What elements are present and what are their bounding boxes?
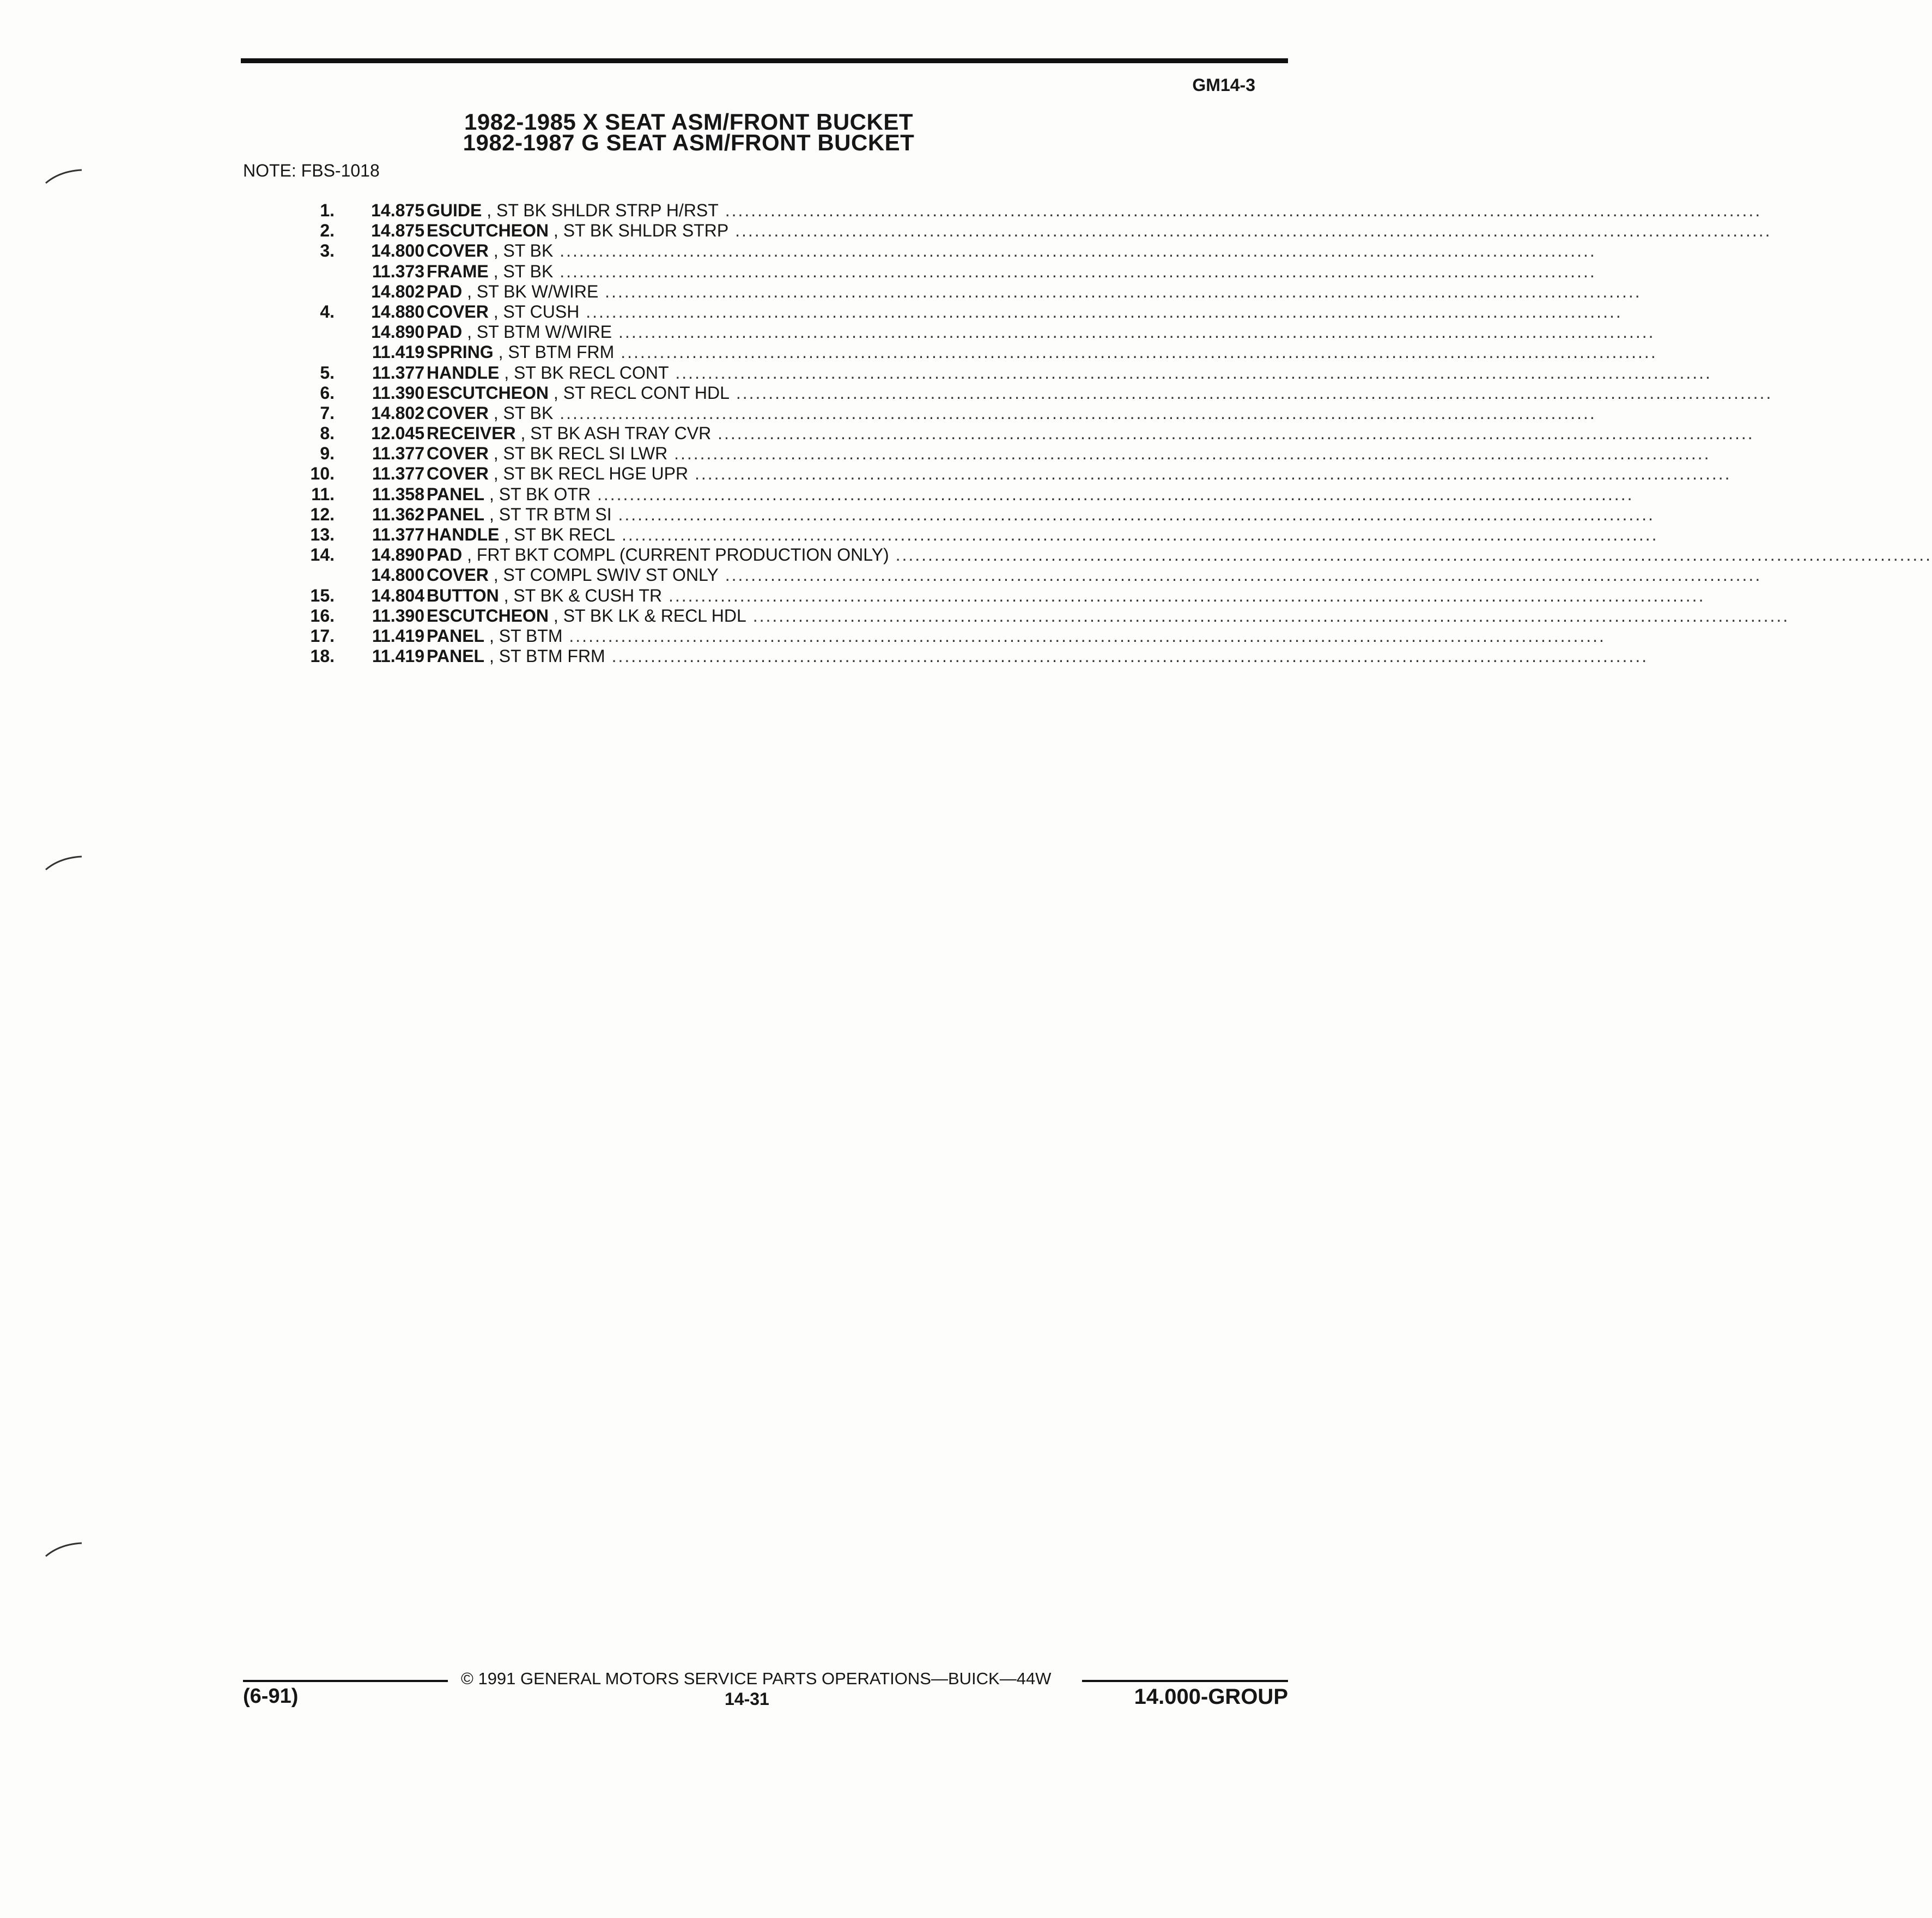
part-qualifier: , ST BK SHLDR STRP: [549, 221, 729, 241]
part-name: PAD: [427, 545, 463, 565]
group-code: 14.800: [371, 241, 424, 261]
part-name: COVER: [427, 565, 489, 585]
item-number: 16.: [310, 605, 335, 626]
item-number: 1.: [320, 201, 335, 220]
part-description: [427, 565, 1762, 585]
part-name: PAD: [427, 281, 463, 301]
part-qualifier: , ST BTM FRM: [484, 646, 605, 666]
part-description: [427, 545, 1932, 565]
parts-row: [294, 261, 1596, 282]
page-number: 14-31: [725, 1689, 769, 1709]
part-description: [427, 241, 1596, 261]
part-qualifier: , ST BK RECL: [499, 525, 616, 544]
parts-row: [294, 423, 1754, 444]
dot-leader: ................................................................................................................................................................: [711, 423, 1754, 444]
dot-leader: ................................................................................................................................................................: [728, 221, 1772, 241]
parts-list: [294, 201, 1932, 666]
item-number: 11.: [311, 484, 335, 504]
part-description: [427, 585, 1705, 606]
part-name: ESCUTCHEON: [427, 383, 549, 403]
part-qualifier: , ST BK: [488, 403, 554, 423]
part-qualifier: , ST BTM W/WIRE: [462, 322, 612, 342]
part-qualifier: , ST BK LK & RECL HDL: [549, 605, 746, 626]
item-number: 8.: [320, 423, 335, 444]
dot-leader: ................................................................................................................................................................: [579, 301, 1623, 321]
part-description: [427, 525, 1658, 545]
part-description: [427, 423, 1754, 444]
part-name: COVER: [427, 301, 489, 321]
group-code: 14.802: [371, 403, 424, 423]
parts-row: [294, 342, 1657, 362]
part-description: [427, 322, 1655, 342]
part-qualifier: , ST BK: [488, 241, 554, 261]
dot-leader: ................................................................................................................................................................: [591, 484, 1634, 504]
item-number: 7.: [320, 403, 335, 423]
parts-row: [294, 383, 1773, 403]
part-description: [427, 261, 1596, 282]
part-qualifier: , ST BK RECL CONT: [499, 362, 669, 383]
part-qualifier: , ST BK RECL HGE UPR: [488, 464, 689, 484]
dot-leader: ................................................................................................................................................................: [718, 565, 1762, 585]
group-code: 11.377: [372, 444, 424, 464]
part-description: [427, 383, 1773, 403]
parts-row: [294, 585, 1705, 606]
parts-row: [294, 201, 1762, 221]
footer-rule-right: [1082, 1680, 1288, 1682]
parts-row: [294, 646, 1649, 666]
group-code: 11.390: [372, 605, 424, 626]
copyright: © 1991 GENERAL MOTORS SERVICE PARTS OPERATIONS—BUICK—44W: [461, 1669, 1052, 1688]
part-description: [427, 444, 1711, 464]
binder-hole-mark-top: [44, 163, 87, 185]
group-code: 11.390: [372, 383, 424, 403]
dot-leader: ................................................................................................................................................................: [746, 605, 1790, 626]
parts-row: [294, 565, 1762, 585]
parts-row: [294, 464, 1731, 484]
dot-leader: ................................................................................................................................................................: [611, 504, 1655, 524]
group-code: 11.358: [372, 484, 424, 504]
part-name: ESCUTCHEON: [427, 221, 549, 241]
group-code: 11.373: [372, 261, 424, 281]
dot-leader: ................................................................................................................................................................: [598, 281, 1642, 301]
dot-leader: ................................................................................................................................................................: [553, 241, 1596, 261]
parts-row: [294, 484, 1634, 505]
group-label: 14.000-GROUP: [1134, 1685, 1288, 1709]
group-code: 11.419: [372, 646, 424, 666]
part-name: RECEIVER: [427, 423, 516, 444]
part-name: PANEL: [427, 504, 485, 524]
item-number: 13.: [310, 525, 335, 544]
part-description: [427, 221, 1772, 241]
part-qualifier: , ST BK W/WIRE: [462, 281, 599, 301]
part-name: GUIDE: [427, 201, 482, 220]
part-qualifier: , ST BK SHLDR STRP H/RST: [482, 201, 719, 220]
dot-leader: ................................................................................................................................................................: [729, 383, 1773, 403]
group-code: 14.800: [371, 565, 424, 585]
part-qualifier: , ST BK & CUSH TR: [499, 585, 663, 605]
parts-row: [294, 504, 1655, 525]
part-qualifier: , ST BTM: [484, 626, 563, 646]
part-qualifier: , ST BK RECL SI LWR: [488, 444, 668, 464]
date-code: (6-91): [243, 1685, 299, 1708]
group-code: 11.377: [372, 525, 424, 544]
parts-row: [294, 281, 1642, 302]
part-qualifier: , ST RECL CONT HDL: [549, 383, 730, 403]
item-number: 6.: [320, 383, 335, 403]
item-number: 14.: [310, 545, 335, 565]
footer-rule-left: [243, 1680, 448, 1682]
part-qualifier: , ST BTM FRM: [493, 342, 615, 362]
item-number: 9.: [320, 444, 335, 464]
part-name: ESCUTCHEON: [427, 605, 549, 626]
note: NOTE: FBS-1018: [243, 161, 380, 180]
part-name: PANEL: [427, 646, 485, 666]
group-code: 11.377: [372, 464, 424, 484]
part-name: COVER: [427, 464, 489, 484]
part-name: BUTTON: [427, 585, 499, 605]
group-code: 11.362: [372, 504, 424, 524]
dot-leader: ................................................................................................................................................................: [667, 444, 1711, 464]
dot-leader: ................................................................................................................................................................: [889, 545, 1932, 565]
item-number: 3.: [320, 241, 335, 261]
parts-row: [294, 525, 1658, 545]
dot-leader: ................................................................................................................................................................: [553, 261, 1596, 281]
parts-row: [294, 362, 1712, 383]
part-description: [427, 464, 1731, 484]
part-name: COVER: [427, 444, 489, 464]
item-number: 17.: [310, 626, 335, 646]
group-code: 11.419: [372, 342, 424, 362]
group-code: 14.802: [371, 281, 424, 301]
group-code: 14.880: [371, 301, 424, 321]
dot-leader: ................................................................................................................................................................: [669, 362, 1712, 383]
parts-row: [294, 241, 1596, 261]
part-qualifier: , FRT BKT COMPL (CURRENT PRODUCTION ONLY): [462, 545, 889, 565]
item-number: 10.: [310, 464, 335, 484]
dot-leader: ................................................................................................................................................................: [605, 646, 1649, 666]
parts-row: [294, 322, 1655, 342]
part-name: HANDLE: [427, 362, 500, 383]
dot-leader: ................................................................................................................................................................: [553, 403, 1596, 423]
part-qualifier: , ST BK OTR: [484, 484, 591, 504]
part-qualifier: , ST BK: [488, 261, 554, 281]
page-code: GM14-3: [1192, 75, 1255, 95]
item-number: 12.: [310, 504, 335, 524]
part-description: [427, 484, 1634, 505]
group-code: 12.045: [371, 423, 424, 444]
part-description: [427, 646, 1649, 666]
parts-row: [294, 545, 1932, 565]
part-description: [427, 342, 1657, 362]
parts-row: [294, 403, 1596, 423]
group-code: 14.875: [371, 201, 424, 220]
part-description: [427, 403, 1596, 423]
parts-row: [294, 444, 1711, 464]
parts-row: [294, 221, 1772, 241]
dot-leader: ................................................................................................................................................................: [662, 585, 1705, 605]
top-rule: [241, 58, 1288, 63]
parts-row: [294, 626, 1606, 646]
dot-leader: ................................................................................................................................................................: [614, 342, 1657, 362]
page-title-line-1: 1982-1985 X SEAT ASM/FRONT BUCKET: [464, 109, 913, 135]
part-description: [427, 362, 1712, 383]
dot-leader: ................................................................................................................................................................: [615, 525, 1658, 544]
page-title-line-2: 1982-1987 G SEAT ASM/FRONT BUCKET: [463, 130, 915, 155]
group-code: 14.804: [371, 585, 424, 605]
part-description: [427, 605, 1790, 626]
part-qualifier: , ST CUSH: [488, 301, 580, 321]
part-description: [427, 201, 1762, 221]
item-number: 18.: [310, 646, 335, 666]
item-number: 5.: [320, 362, 335, 383]
group-code: 14.875: [371, 221, 424, 241]
part-name: COVER: [427, 241, 489, 261]
part-description: [427, 504, 1655, 525]
dot-leader: ................................................................................................................................................................: [562, 626, 1606, 646]
part-name: HANDLE: [427, 525, 500, 544]
part-description: [427, 626, 1606, 646]
part-name: PANEL: [427, 484, 485, 504]
part-qualifier: , ST COMPL SWIV ST ONLY: [488, 565, 719, 585]
group-code: 11.419: [372, 626, 424, 646]
part-qualifier: , ST TR BTM SI: [484, 504, 612, 524]
group-code: 14.890: [371, 322, 424, 342]
parts-row: [294, 301, 1623, 322]
dot-leader: ................................................................................................................................................................: [612, 322, 1655, 342]
group-code: 14.890: [371, 545, 424, 565]
part-qualifier: , ST BK ASH TRAY CVR: [515, 423, 712, 444]
part-name: COVER: [427, 403, 489, 423]
parts-row: [294, 605, 1790, 626]
item-number: 4.: [320, 301, 335, 321]
part-description: [427, 281, 1642, 302]
dot-leader: ................................................................................................................................................................: [688, 464, 1731, 484]
dot-leader: ................................................................................................................................................................: [718, 201, 1762, 220]
part-name: FRAME: [427, 261, 489, 281]
item-number: 2.: [320, 221, 335, 241]
part-name: SPRING: [427, 342, 494, 362]
binder-hole-mark-middle: [44, 850, 87, 872]
binder-hole-mark-bottom: [44, 1537, 87, 1558]
part-name: PAD: [427, 322, 463, 342]
group-code: 11.377: [372, 362, 424, 383]
part-description: [427, 301, 1623, 322]
part-name: PANEL: [427, 626, 485, 646]
item-number: 15.: [310, 585, 335, 605]
